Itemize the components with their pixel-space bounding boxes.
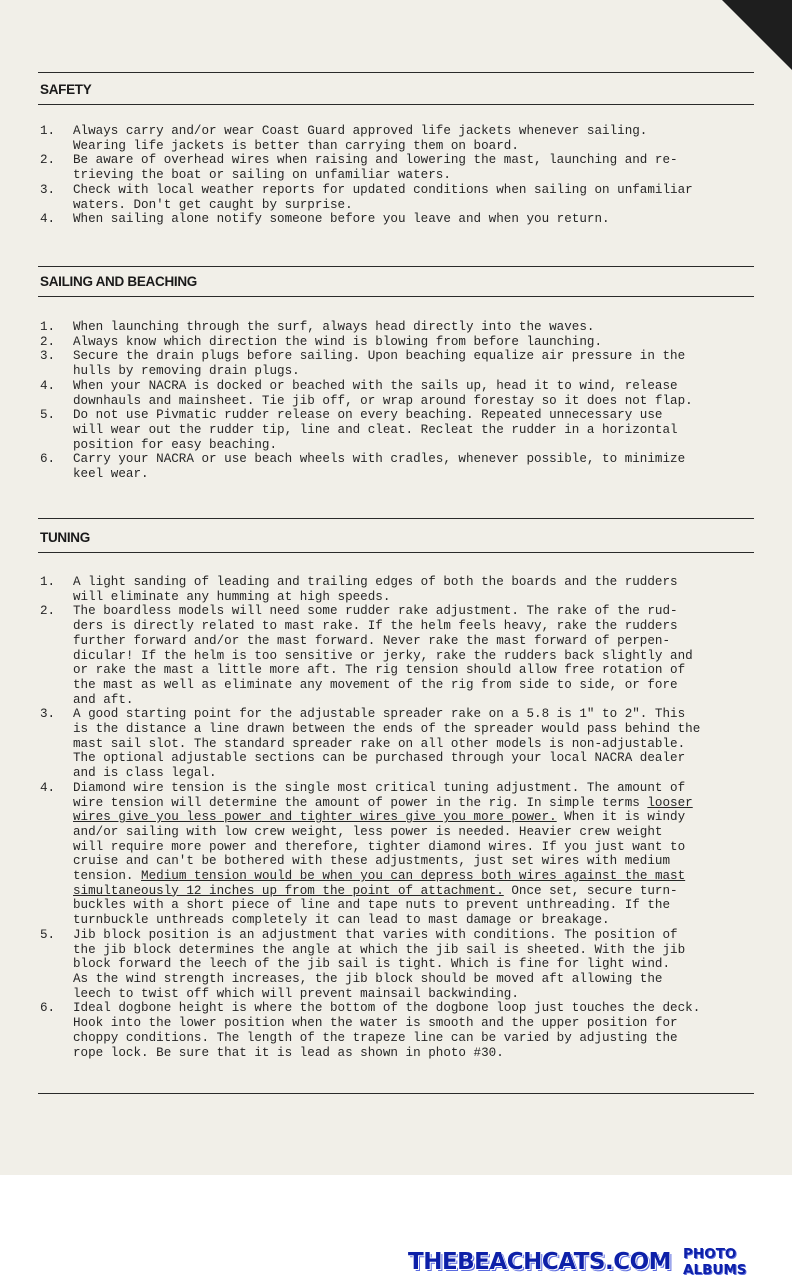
sailing-list (40, 320, 754, 482)
item-text: Once set, secure turn- buckles with a short piece of line and tape nuts to prevent unthreading. If the turnbuckle unthreads completely it can lead to mast damage or breakage. (73, 883, 678, 928)
item-number: 1. (40, 575, 56, 589)
brand-subtitle: PHOTO ALBUMS (683, 1246, 747, 1278)
section-rule-top (38, 266, 754, 267)
list-item (40, 379, 754, 408)
item-text-underlined: Medium tension would be when you can depress both wires against the mast simultaneously 12 inches up from the point of attachment. (73, 869, 686, 898)
list-item (40, 124, 754, 153)
list-item (40, 153, 754, 182)
list-item (40, 183, 754, 212)
section-rule-bottom (38, 104, 754, 105)
section-rule-bottom (38, 552, 754, 553)
item-number: 4. (40, 378, 56, 393)
item-number: 1. (40, 124, 56, 138)
section-rule-bottom (38, 296, 754, 297)
list-item (40, 707, 754, 781)
item-number: 3. (40, 349, 56, 364)
item-number: 2. (40, 604, 56, 619)
item-text: When sailing alone notify someone before you leave and when you return. (73, 212, 610, 227)
item-number: 4. (40, 780, 56, 795)
item-text: The boardless models will need some rudder rake adjustment. The rake of the rud- ders is directly related to mast rake. If the helm feels heavy, rake the rudders further forward and/or the mast forward. Never rake the mast forward of perpen- dicular! If the helm is too sensitive or jerky, rake the rudders back slightly and or rake the mast a little more aft. The rig tension should allow free rotation of the mast as well as eliminate any movement of the rig from side to side, or fore and aft. (73, 604, 693, 707)
item-text: Always know which direction the wind is blowing from before launching. (73, 334, 603, 349)
item-text: When it is windy and/or sailing with low crew weight, less power is needed. Heavier crew weight will require more power and therefore, tighter diamond wires. If you just want to cruise and can't be bothered with these adjustments, just set wires with medium tension. (73, 810, 686, 884)
item-number: 1. (40, 320, 56, 334)
list-item (40, 335, 754, 350)
item-text: A good starting point for the adjustable spreader rake on a 5.8 is 1" to 2". This is the distance a line drawn between the ends of the spreader would pass behind the mast sail slot. The standard spreader rake on all other models is non-adjustable. The optional adjustable sections can be purchased through your local NACRA dealer and is class legal. (73, 707, 701, 781)
page-corner-shadow (722, 0, 792, 70)
item-text: Jib block position is an adjustment that varies with conditions. The position of the jib block determines the angle at which the jib sail is sheeted. With the jib block forward the leech of the jib sail is tight. Which is fine for light wind. As the wind strength increases, the jib block should be moved aft allowing the leech to twist off which will prevent mainsail backwinding. (73, 927, 686, 1001)
list-item (40, 1001, 754, 1060)
item-text: Check with local weather reports for updated conditions when sailing on unfamiliar waters. Don't get caught by surprise. (73, 182, 693, 212)
item-number: 5. (40, 927, 56, 942)
item-number: 4. (40, 212, 56, 227)
item-text: When your NACRA is docked or beached with the sails up, head it to wind, release downhauls and mainsheet. Tie jib off, or wrap around forestay so it does not flap. (73, 378, 693, 408)
list-item (40, 781, 754, 928)
item-number: 5. (40, 408, 56, 423)
item-number: 2. (40, 153, 56, 168)
list-item (40, 928, 754, 1002)
item-number: 3. (40, 182, 56, 197)
section-rule-top (38, 518, 754, 519)
section-rule-top (38, 72, 754, 73)
watermark-footer (408, 1246, 792, 1278)
section-title-sailing-beaching: SAILING AND BEACHING (40, 274, 198, 289)
tuning-list (40, 575, 754, 1060)
safety-list (40, 124, 754, 227)
list-item (40, 604, 754, 707)
item-text-underlined: looser wires give you less power and tighter wires give you more power. (73, 795, 693, 825)
list-item (40, 212, 754, 227)
item-text: Ideal dogbone height is where the bottom of the dogbone loop just touches the deck. Hook into the lower position when the water is smooth and the upper position for choppy conditions. The length of the trapeze line can be varied by adjusting the rope lock. Be sure that it is lead as shown in photo #30. (73, 1001, 701, 1060)
brand-logo-text: THEBEACHCATS.COM (408, 1249, 672, 1275)
section-title-safety: SAFETY (40, 82, 92, 97)
item-text: Always carry and/or wear Coast Guard approved life jackets whenever sailing. Wearing life jackets is better than carrying them on board. (73, 124, 648, 153)
section-title-tuning: TUNING (40, 530, 90, 545)
page-bottom-rule (38, 1093, 754, 1094)
item-text: When launching through the surf, always head directly into the waves. (73, 320, 595, 334)
list-item (40, 575, 754, 604)
list-item (40, 408, 754, 452)
list-item (40, 320, 754, 335)
item-text: Secure the drain plugs before sailing. Upon beaching equalize air pressure in the hulls by removing drain plugs. (73, 349, 686, 379)
item-text: Do not use Pivmatic rudder release on every beaching. Repeated unnecessary use will wear out the rudder tip, line and cleat. Recleat the rudder in a horizontal position for easy beaching. (73, 408, 678, 452)
item-number: 6. (40, 452, 56, 467)
item-number: 3. (40, 707, 56, 722)
item-number: 2. (40, 334, 56, 349)
list-item (40, 349, 754, 378)
item-text: Be aware of overhead wires when raising and lowering the mast, launching and re- trieving the boat or sailing on unfamiliar waters. (73, 153, 678, 183)
list-item (40, 452, 754, 481)
item-text: A light sanding of leading and trailing edges of both the boards and the rudders will eliminate any humming at high speeds. (73, 575, 678, 604)
item-text: Carry your NACRA or use beach wheels with cradles, whenever possible, to minimize keel wear. (73, 452, 686, 482)
item-number: 6. (40, 1001, 56, 1016)
item-text: Diamond wire tension is the single most critical tuning adjustment. The amount of wire tension will determine the amount of power in the rig. In simple terms (73, 780, 686, 810)
